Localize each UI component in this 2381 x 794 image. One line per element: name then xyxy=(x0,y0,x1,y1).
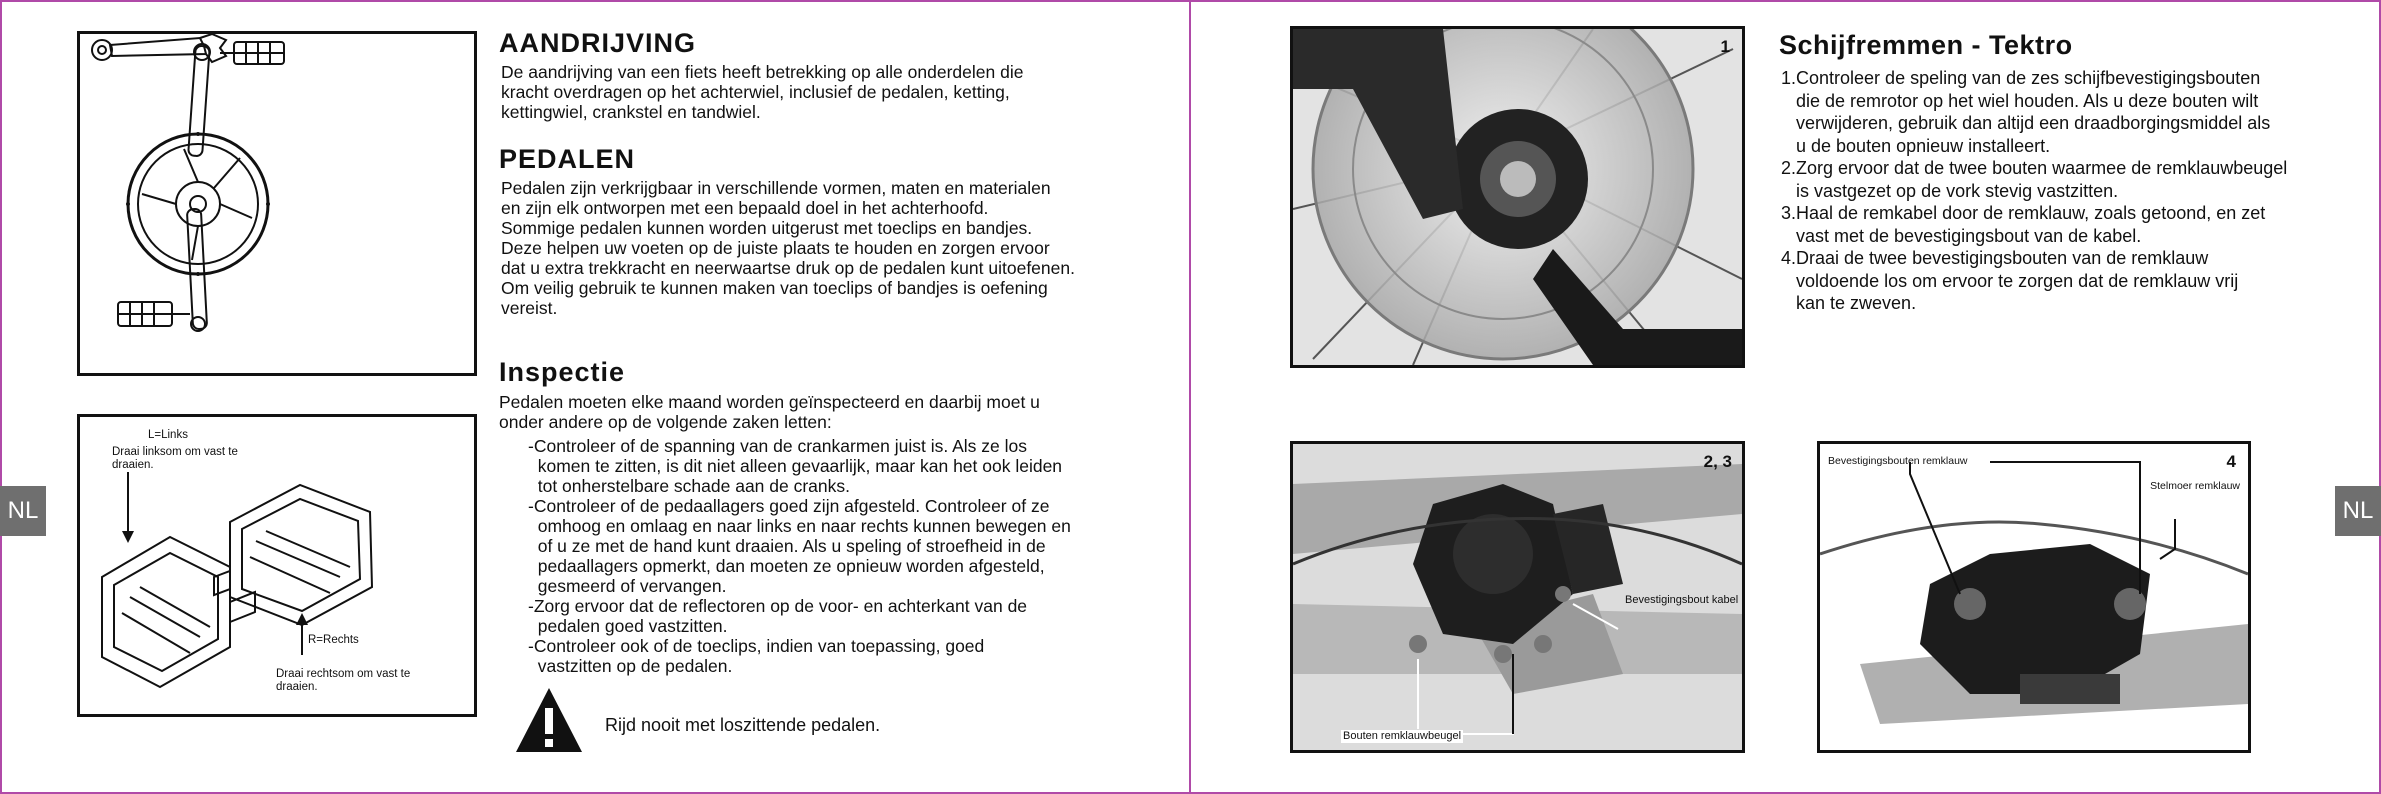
schijf-item-3-line-1: 3.Haal de remkabel door de remklauw, zoals getoond, en zet xyxy=(1781,203,2266,223)
label-adjuster: Stelmoer remklauw xyxy=(2150,480,2240,492)
inspectie-item-1-line-3: tot onherstelbare schade aan de cranks. xyxy=(528,476,851,496)
pedalen-line-4: Deze helpen uw voeten op de juiste plaats te houden en zorgen ervoor xyxy=(501,238,1050,258)
schijf-item-1-line-4: u de bouten opnieuw installeert. xyxy=(1781,135,2051,156)
schijf-item-1-line-1: 1.Controleer de speling van de zes schijfbevestigingsbouten xyxy=(1781,68,2261,88)
inspectie-item-2-line-5: gesmeerd of vervangen. xyxy=(528,576,727,596)
schijf-item-1-line-2: die de remrotor op het wiel houden. Als u deze bouten wilt xyxy=(1781,90,2259,111)
schijf-item-4-line-3: kan te zweven. xyxy=(1781,293,1917,313)
pedalen-line-5: dat u extra trekkracht en neerwaartse druk op de pedalen kunt uitoefenen. xyxy=(501,258,1075,278)
inspectie-intro-2: onder andere op de volgende zaken letten: xyxy=(499,412,832,432)
drivetrain-illustration xyxy=(77,31,477,376)
photo-1-number: 1 xyxy=(1720,37,1730,56)
label-right-text-1: Draai rechtsom om vast te xyxy=(276,668,411,680)
photo-caliper-mount xyxy=(1817,441,2251,753)
inspectie-list xyxy=(528,436,1071,676)
label-caliper-bolts: Bevestigingsbouten remklauw xyxy=(1828,455,1968,467)
inspectie-intro xyxy=(499,392,1040,432)
pedalen-line-3: Sommige pedalen kunnen worden uitgerust met toeclips en bandjes. xyxy=(501,218,1033,238)
label-right-text-2: draaien. xyxy=(276,681,318,693)
photo-caliper-bracket xyxy=(1290,441,1745,753)
inspectie-item-1-line-1: -Controleer of de spanning van de crankarmen juist is. Als ze los xyxy=(528,436,1028,456)
language-tab-left: NL xyxy=(0,486,46,536)
rotor-photo-drawing xyxy=(1293,29,1742,365)
pedalen-title: PEDALEN xyxy=(499,144,636,174)
pedalen-line-7: vereist. xyxy=(501,298,558,318)
schijfremmen-list xyxy=(1781,67,2287,315)
aandrijving-line-2: kracht overdragen op het achterwiel, inclusief de pedalen, ketting, xyxy=(501,82,1010,102)
inspectie-item-4-line-1: -Controleer ook of de toeclips, indien van toepassing, goed xyxy=(528,636,985,656)
aandrijving-line-3: kettingwiel, crankstel en tandwiel. xyxy=(501,102,761,122)
label-right-code: R=Rechts xyxy=(308,634,359,646)
label-bracket-bolts: Bouten remklauwbeugel xyxy=(1343,730,1462,742)
inspectie-item-4-line-2: vastzitten op de pedalen. xyxy=(528,656,733,676)
label-left-text-1: Draai linksom om vast te xyxy=(112,446,238,458)
aandrijving-title: AANDRIJVING xyxy=(499,28,697,58)
pedal-direction-diagram xyxy=(77,414,477,717)
pedalen-line-6: Om veilig gebruik te kunnen maken van toeclips of bandjes is oefening xyxy=(501,278,1048,298)
label-left-code: L=Links xyxy=(148,429,188,441)
pedalen-text xyxy=(501,178,1075,318)
schijf-item-4-line-1: 4.Draai de twee bevestigingsbouten van de remklauw xyxy=(1781,248,2209,268)
inspectie-intro-1: Pedalen moeten elke maand worden geïnspecteerd en daarbij moet u xyxy=(499,392,1040,412)
language-tab-right: NL xyxy=(2335,486,2381,536)
drivetrain-drawing xyxy=(80,34,474,373)
page-fold xyxy=(1189,0,1191,794)
photo-rotor-bolts xyxy=(1290,26,1745,368)
inspectie-item-3-line-1: -Zorg ervoor dat de reflectoren op de voor- en achterkant van de xyxy=(528,596,1028,616)
schijf-item-1-line-3: verwijderen, gebruik dan altijd een draadborgingsmiddel als xyxy=(1781,113,2271,133)
inspectie-item-2-line-2: omhoog en omlaag en naar links en naar rechts kunnen bewegen en xyxy=(528,516,1071,536)
pedalen-line-2: en zijn elk ontworpen met een bepaald doel in het achterhoofd. xyxy=(501,198,989,218)
pedalen-line-1: Pedalen zijn verkrijgbaar in verschillende vormen, maten en materialen xyxy=(501,178,1051,198)
schijf-item-3-line-2: vast met de bevestigingsbout van de kabel. xyxy=(1781,225,2142,246)
inspectie-title: Inspectie xyxy=(499,357,626,387)
warning-icon xyxy=(514,686,584,754)
pedals-drawing xyxy=(80,417,474,714)
schijf-item-4-line-2: voldoende los om ervoor te zorgen dat de remklauw vrij xyxy=(1781,270,2239,291)
inspectie-item-2-line-3: of u ze met de hand kunt draaien. Als u speling of stroefheid in de xyxy=(528,536,1046,556)
label-cable-bolt: Bevestigingsbout kabel xyxy=(1625,594,1739,606)
photo-4-number: 4 xyxy=(2226,452,2236,471)
schijf-item-2-line-2: is vastgezet op de vork stevig vastzitten. xyxy=(1781,180,2119,201)
warning-text: Rijd nooit met loszittende pedalen. xyxy=(605,715,881,735)
photo-23-number: 2, 3 xyxy=(1703,452,1732,471)
inspectie-item-1-line-2: komen te zitten, is dit niet alleen gevaarlijk, maar kan het ook leiden xyxy=(528,456,1063,476)
schijf-item-2-line-1: 2.Zorg ervoor dat de twee bouten waarmee de remklauwbeugel xyxy=(1781,158,2288,178)
aandrijving-text xyxy=(501,62,1023,122)
aandrijving-line-1: De aandrijving van een fiets heeft betrekking op alle onderdelen die xyxy=(501,62,1024,82)
inspectie-item-2-line-1: -Controleer of de pedaallagers goed zijn afgesteld. Controleer of ze xyxy=(528,496,1050,516)
label-left-text-2: draaien. xyxy=(112,459,154,471)
inspectie-item-2-line-4: pedaallagers opmerkt, dan moeten ze opnieuw worden afgesteld, xyxy=(528,556,1045,576)
schijfremmen-title: Schijfremmen - Tektro xyxy=(1779,30,2073,60)
inspectie-item-3-line-2: pedalen goed vastzitten. xyxy=(528,616,728,636)
